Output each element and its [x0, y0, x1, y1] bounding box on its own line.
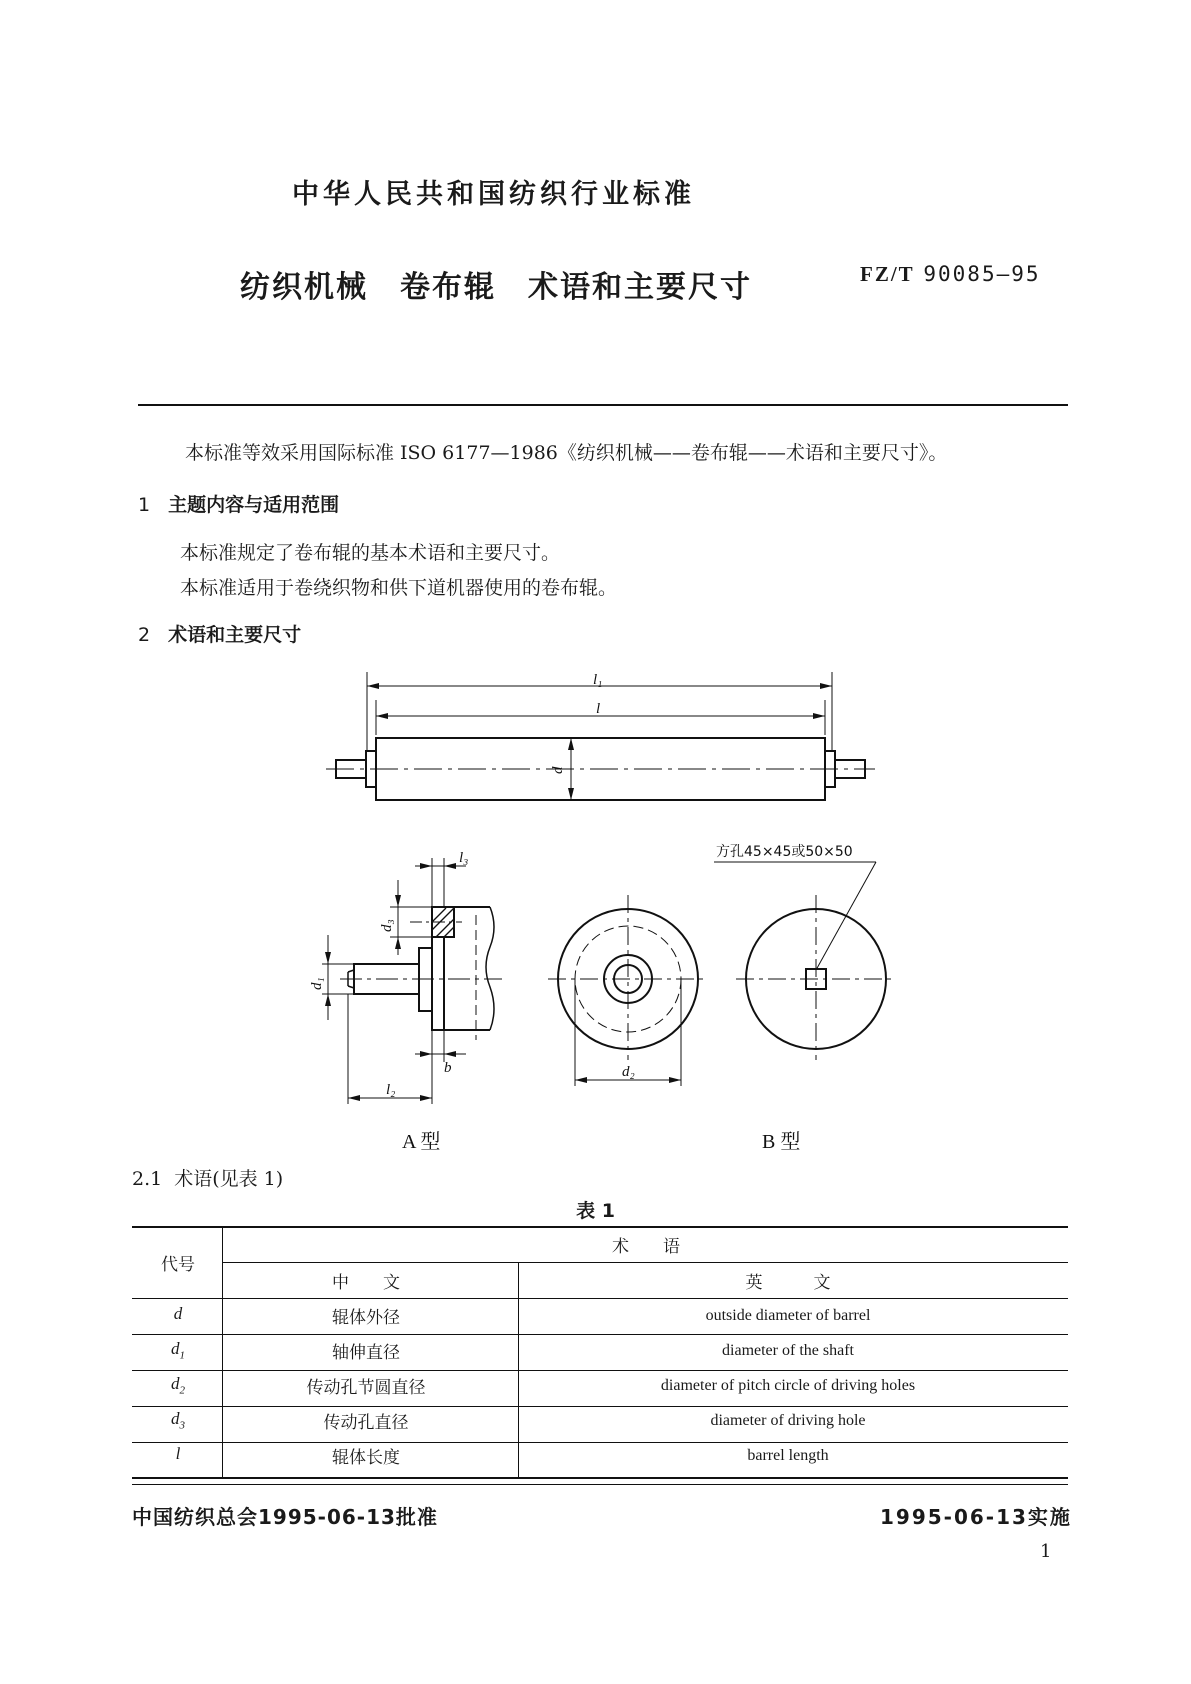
type-b-label: B 型 — [762, 1131, 801, 1153]
dim-d3-label: d₃ — [379, 919, 395, 932]
term-english: diameter of pitch circle of driving holes — [660, 1376, 916, 1394]
term-chinese: 辊体外径 — [332, 1308, 400, 1328]
standard-organization: 中华人民共和国纺织行业标准 — [292, 179, 695, 210]
term-symbol-subscript: 2 — [179, 1384, 185, 1397]
term-symbol-subscript: 1 — [179, 1349, 185, 1362]
section-1-paragraph-1: 本标准规定了卷布辊的基本术语和主要尺寸。 — [180, 542, 561, 564]
term-english: outside diameter of barrel — [705, 1306, 871, 1324]
type-a-detail — [322, 858, 502, 1104]
code-prefix: FZ/T — [860, 262, 915, 286]
term-chinese: 辊体长度 — [332, 1448, 400, 1468]
section-1-paragraph-2: 本标准适用于卷绕织物和供下道机器使用的卷布辊。 — [180, 577, 618, 599]
term-english: diameter of the shaft — [722, 1341, 854, 1359]
term-chinese: 传动孔节圆直径 — [306, 1378, 426, 1398]
term-chinese: 轴伸直径 — [332, 1343, 400, 1363]
approval-date: 中国纺织总会1995-06-13批准 — [132, 1505, 438, 1529]
table-header-mid-rule — [222, 1262, 1068, 1263]
subsection-2-1-title: 术语(见表 1) — [174, 1168, 284, 1190]
table-row — [132, 1368, 1068, 1403]
dim-d2-label: d₂ — [622, 1064, 635, 1080]
table-top-rule — [132, 1226, 1068, 1228]
term-english: diameter of driving hole — [710, 1411, 866, 1429]
term-symbol — [132, 1298, 224, 1333]
table-row — [132, 1298, 1068, 1333]
table-row-rule-3 — [132, 1406, 1068, 1407]
col-header-code: 代号 — [161, 1254, 195, 1275]
dim-d-label: d — [550, 766, 566, 774]
table-row-rule-4 — [132, 1442, 1068, 1443]
terms-table — [132, 1226, 1068, 1473]
term-english: barrel length — [747, 1446, 829, 1464]
table-bottom-rule — [132, 1477, 1068, 1479]
type-a-label: A 型 — [402, 1131, 441, 1153]
dim-b-label: b — [444, 1060, 452, 1076]
term-symbol-letter: d — [171, 1409, 180, 1429]
section-1-number: 1 — [138, 494, 151, 516]
term-symbol — [132, 1368, 224, 1403]
roller-side-view — [326, 672, 875, 800]
intro-paragraph: 本标准等效采用国际标准 ISO 6177—1986《纺织机械——卷布辊——术语和主要尺寸》。 — [185, 442, 948, 464]
table-vrule-2 — [518, 1262, 519, 1478]
table-row — [132, 1403, 1068, 1438]
footer-rule — [132, 1484, 1068, 1485]
dim-l2-label: l₂ — [386, 1082, 396, 1098]
table-header-bottom-rule — [132, 1298, 1068, 1299]
term-symbol-subscript: 3 — [179, 1419, 185, 1432]
dim-l1-label: l₁ — [593, 672, 603, 688]
term-symbol — [132, 1403, 224, 1438]
implementation-date: 1995-06-13实施 — [880, 1505, 1072, 1529]
table-caption: 表 1 — [576, 1200, 615, 1222]
section-2-title: 术语和主要尺寸 — [168, 624, 302, 646]
subsection-2-1-heading — [132, 1164, 283, 1191]
col-header-chinese: 中 文 — [332, 1272, 400, 1293]
document-title: 纺织机械 卷布辊 术语和主要尺寸 — [240, 270, 752, 305]
term-symbol-letter: d — [173, 1304, 183, 1324]
col-header-terms: 术 语 — [612, 1236, 680, 1257]
term-symbol-letter: d — [171, 1374, 180, 1394]
table-row — [132, 1333, 1068, 1368]
section-1-title: 主题内容与适用范围 — [168, 494, 340, 516]
term-symbol-letter: l — [175, 1444, 181, 1464]
table-vrule-1 — [222, 1226, 223, 1478]
table-row-rule-2 — [132, 1370, 1068, 1371]
table-row — [132, 1438, 1068, 1473]
term-symbol-letter: d — [171, 1339, 180, 1359]
page-number: 1 — [1040, 1541, 1052, 1562]
subsection-2-1-number: 2.1 — [132, 1168, 163, 1190]
term-chinese: 传动孔直径 — [323, 1413, 409, 1433]
dim-l-label: l — [596, 701, 601, 717]
type-a-end-view — [548, 895, 708, 1086]
col-header-english: 英 文 — [745, 1272, 831, 1293]
code-number: 90085—95 — [923, 262, 1041, 286]
table-row-rule-1 — [132, 1334, 1068, 1335]
term-symbol — [132, 1438, 224, 1473]
type-b-end-view — [714, 862, 896, 1060]
section-2-number: 2 — [138, 624, 151, 646]
square-hole-note: 方孔45×45或50×50 — [716, 844, 853, 860]
dim-d1-label: d₁ — [309, 977, 325, 990]
term-symbol — [132, 1333, 224, 1368]
dim-l3-label: l₃ — [459, 850, 469, 866]
